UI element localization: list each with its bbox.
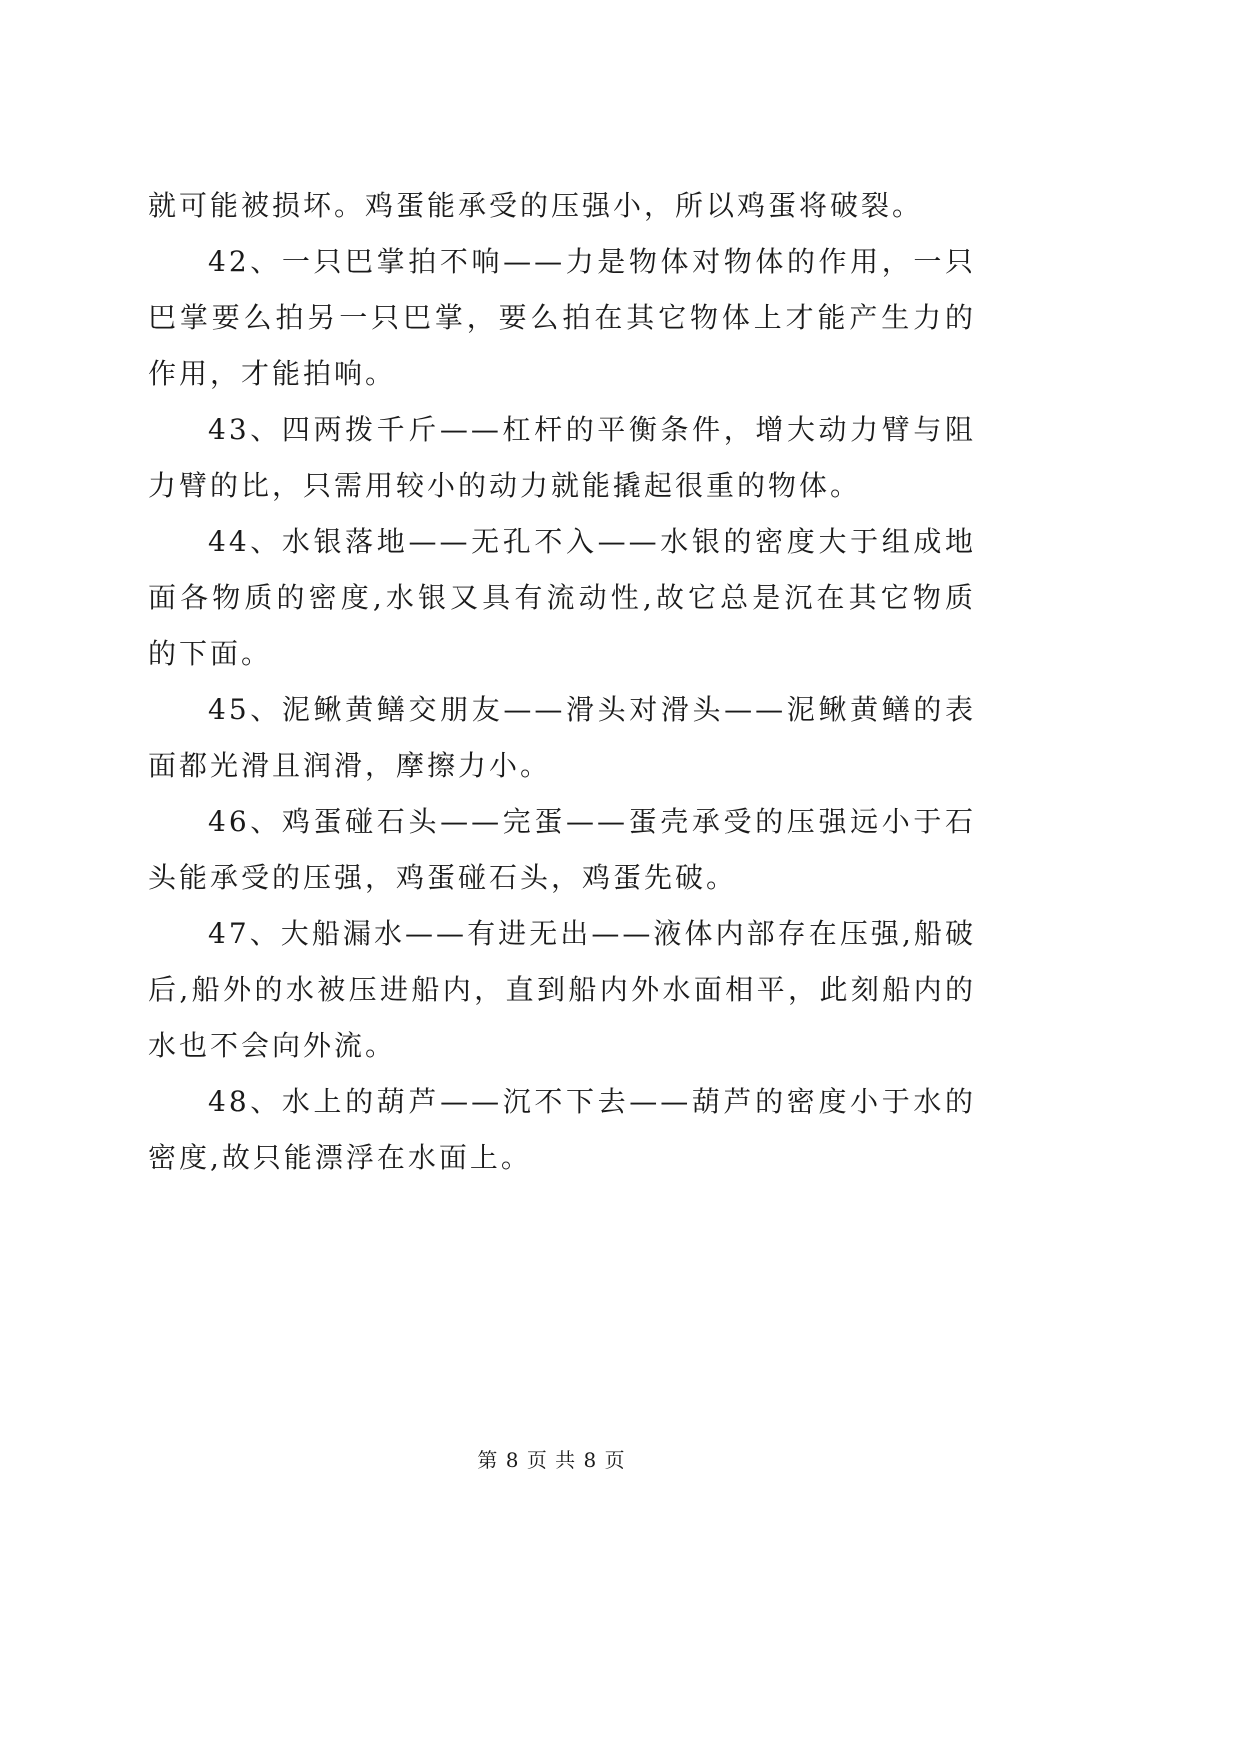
paragraph-item-45: 45、泥鳅黄鳝交朋友——滑头对滑头——泥鳅黄鳝的表面都光滑且润滑，摩擦力小。 bbox=[148, 693, 976, 782]
paragraph-item-47: 47、大船漏水——有进无出——液体内部存在压强,船破后,船外的水被压进船内，直到船内外水面相平，此刻船内的水也不会向外流。 bbox=[148, 917, 976, 1062]
paragraph-item-43: 43、四两拨千斤——杠杆的平衡条件，增大动力臂与阻力臂的比，只需用较小的动力就能撬起很重的物体。 bbox=[148, 413, 976, 502]
page-number-label: 第 8 页 共 8 页 bbox=[477, 1448, 626, 1472]
paragraph-item-44: 44、水银落地——无孔不入——水银的密度大于组成地面各物质的密度,水银又具有流动性,故它总是沉在其它物质的下面。 bbox=[148, 525, 976, 670]
document-body bbox=[148, 178, 976, 1186]
paragraph-item-42: 42、一只巴掌拍不响——力是物体对物体的作用，一只巴掌要么拍另一只巴掌，要么拍在其它物体上才能产生力的作用，才能拍响。 bbox=[148, 245, 976, 390]
paragraph-item-46: 46、鸡蛋碰石头——完蛋——蛋壳承受的压强远小于石头能承受的压强，鸡蛋碰石头，鸡蛋先破。 bbox=[148, 805, 976, 894]
paragraph-continuation: 就可能被损坏。鸡蛋能承受的压强小，所以鸡蛋将破裂。 bbox=[148, 189, 924, 222]
page-footer bbox=[0, 1446, 1103, 1474]
paragraph-item-48: 48、水上的葫芦——沉不下去——葫芦的密度小于水的密度,故只能漂浮在水面上。 bbox=[148, 1085, 976, 1174]
